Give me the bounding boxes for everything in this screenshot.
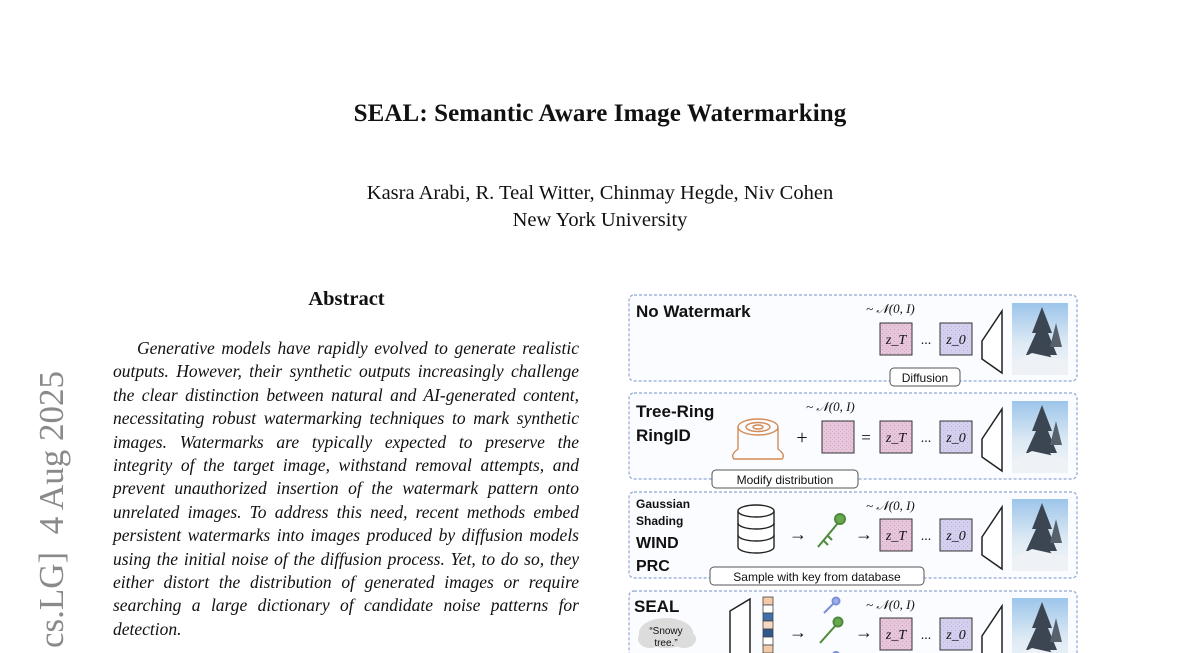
author-block — [0, 180, 1200, 234]
latent-z0-label: z_0 — [945, 529, 965, 544]
row-label-tree-ring: Tree-Ring — [636, 402, 714, 421]
generated-image-thumbnail — [1012, 401, 1068, 473]
affiliation: New York University — [0, 207, 1200, 234]
latent-zt-label: z_T — [885, 431, 907, 446]
generated-image-thumbnail — [1012, 499, 1068, 571]
latent-z0-label: z_0 — [945, 333, 965, 348]
arrow: → — [855, 622, 873, 642]
equals-operator: = — [861, 428, 871, 447]
generated-image-thumbnail — [1012, 598, 1068, 653]
ellipsis: ... — [921, 529, 932, 544]
caption-modify-distribution: Modify distribution — [737, 473, 834, 487]
row-label-wind: WIND — [636, 535, 679, 552]
noise-distribution-label: ~ 𝒩(0, I) — [866, 597, 915, 612]
noise-distribution-label: ~ 𝒩(0, I) — [806, 399, 855, 414]
arrow: → — [789, 622, 807, 642]
database-icon — [738, 505, 774, 553]
noise-distribution-label: ~ 𝒩(0, I) — [866, 301, 915, 316]
prompt-text-line1: “Snowy — [649, 626, 682, 637]
abstract-body: Generative models have rapidly evolved to generate realistic outputs. However, their synthetic outputs increasingly challenge the clear distinction between natural and AI-generated content, necessitating robust watermarking techniques to mark synthetic images. Watermarks are typically expected to preserve the integrity of the target image, withstand removal attempts, and prevent unauthorized insertion of the watermark pattern onto unrelated images. To address this need, recent methods embed persistent watermarks into images produced by diffusion models using the initial noise of the diffusion process. Yet, to do so, they either distort the distribution of generated images or require searching a large dictionary of candidate noise patterns for detection. — [113, 337, 579, 641]
arrow: → — [855, 524, 873, 544]
ellipsis: ... — [921, 333, 932, 348]
generated-image-thumbnail — [1012, 303, 1068, 375]
embedding-vector-icon — [763, 597, 773, 653]
author-list: Kasra Arabi, R. Teal Witter, Chinmay Hegde, Niv Cohen — [0, 180, 1200, 207]
noise-distribution-label: ~ 𝒩(0, I) — [866, 498, 915, 513]
row-label-shading: Shading — [636, 514, 683, 528]
row-label-ringid: RingID — [636, 426, 691, 445]
row-label-no-watermark: No Watermark — [636, 302, 751, 321]
row-label-gaussian: Gaussian — [636, 497, 690, 511]
method-comparison-figure — [626, 293, 1080, 653]
paper-title: SEAL: Semantic Aware Image Watermarking — [0, 100, 1200, 128]
latent-zt-label: z_T — [885, 529, 907, 544]
row-label-seal: SEAL — [634, 597, 679, 616]
latent-z0-label: z_0 — [945, 628, 965, 643]
arrow: → — [789, 524, 807, 544]
caption-sample-key: Sample with key from database — [733, 570, 901, 584]
prompt-text-line2: tree.” — [654, 638, 677, 649]
noise-sample-box — [822, 421, 854, 453]
row-panel-gaussian-shading — [629, 492, 1077, 578]
abstract-heading: Abstract — [250, 288, 443, 311]
latent-zt-label: z_T — [885, 333, 907, 348]
latent-zt-label: z_T — [885, 628, 907, 643]
ellipsis: ... — [921, 628, 932, 643]
latent-z0-label: z_0 — [945, 431, 965, 446]
caption-diffusion: Diffusion — [902, 371, 948, 385]
row-panel-seal — [629, 591, 1077, 653]
arxiv-identifier: cs.LG] 4 Aug 2025 — [32, 371, 72, 648]
plus-operator: + — [796, 427, 807, 449]
row-label-prc: PRC — [636, 558, 670, 575]
ellipsis: ... — [921, 431, 932, 446]
